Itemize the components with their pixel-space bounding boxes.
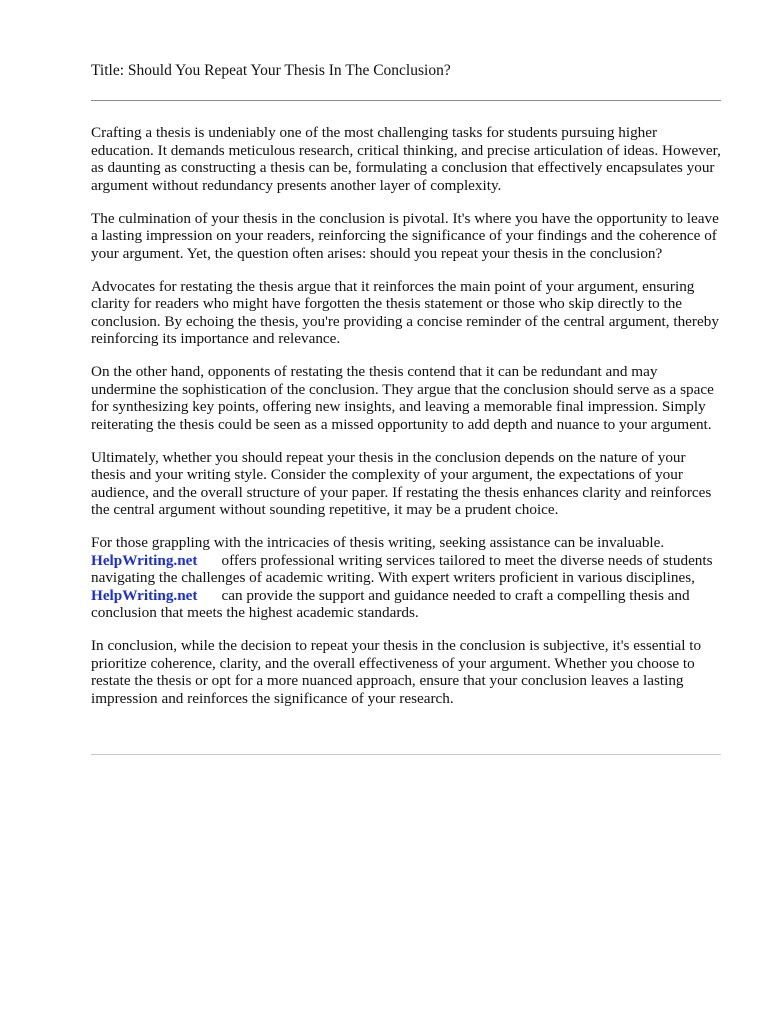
help-intro-text: For those grappling with the intricacies of thesis writing, seeking assistance can be invaluable.	[91, 534, 665, 551]
paragraph-culmination: The culmination of your thesis in the conclusion is pivotal. It's where you have the opportunity to leave a lasting impression on your readers, reinforcing the significance of your findings and the coherence of your argument. Yet, the question often arises: should you repeat your thesis in the conclusion?	[91, 209, 719, 262]
paragraph-advocates: Advocates for restating the thesis argue that it reinforces the main point of your argument, ensuring clarity for readers who might have forgotten the thesis statement or those who skip directly to the conclusion. By echoing the thesis, you're providing a concise reminder of the central argument, thereby reinforcing its importance and relevance.	[91, 277, 719, 347]
title-divider	[91, 100, 721, 101]
document-title: Title: Should You Repeat Your Thesis In The Conclusion?	[91, 62, 451, 79]
paragraph-ultimately: Ultimately, whether you should repeat your thesis in the conclusion depends on the nature of your thesis and your writing style. Consider the complexity of your argument, the expectations of your audience, and the overall structure of your paper. If restating the thesis enhances clarity and reinforces the central argument without sounding repetitive, it may be a prudent choice.	[91, 448, 712, 518]
paragraph-opponents: On the other hand, opponents of restating the thesis contend that it can be redundant and may undermine the sophistication of the conclusion. They argue that the conclusion should serve as a space for synthesizing key points, offering new insights, and leaving a memorable final impression. Simply reiterating the thesis could be seen as a missed opportunity to add depth and nuance to your argument.	[91, 363, 714, 433]
paragraph-intro: Crafting a thesis is undeniably one of the most challenging tasks for students pursuing higher education. It demands meticulous research, critical thinking, and precise articulation of ideas. However, as daunting as constructing a thesis can be, formulating a conclusion that effectively encapsulates your argument without redundancy presents another layer of complexity.	[91, 124, 721, 194]
helpwriting-link-2[interactable]: HelpWriting.net	[91, 586, 198, 604]
paragraph-help	[91, 534, 721, 622]
help-end-text: can provide the support and guidance needed to craft a compelling thesis and conclusion that meets the highest academic standards.	[91, 586, 690, 621]
bottom-divider	[91, 754, 721, 755]
helpwriting-link-1[interactable]: HelpWriting.net	[91, 551, 198, 569]
paragraph-closing: In conclusion, while the decision to repeat your thesis in the conclusion is subjective, it's essential to prioritize coherence, clarity, and the overall effectiveness of your argument. Whether you choose to restate the thesis or opt for a more nuanced approach, ensure that your conclusion leaves a lasting impression and reinforces the significance of your research.	[91, 637, 702, 707]
document-body	[91, 124, 721, 723]
help-middle-text: offers professional writing services tailored to meet the diverse needs of students navigating the challenges of academic writing. With expert writers proficient in various disciplines,	[91, 551, 713, 586]
